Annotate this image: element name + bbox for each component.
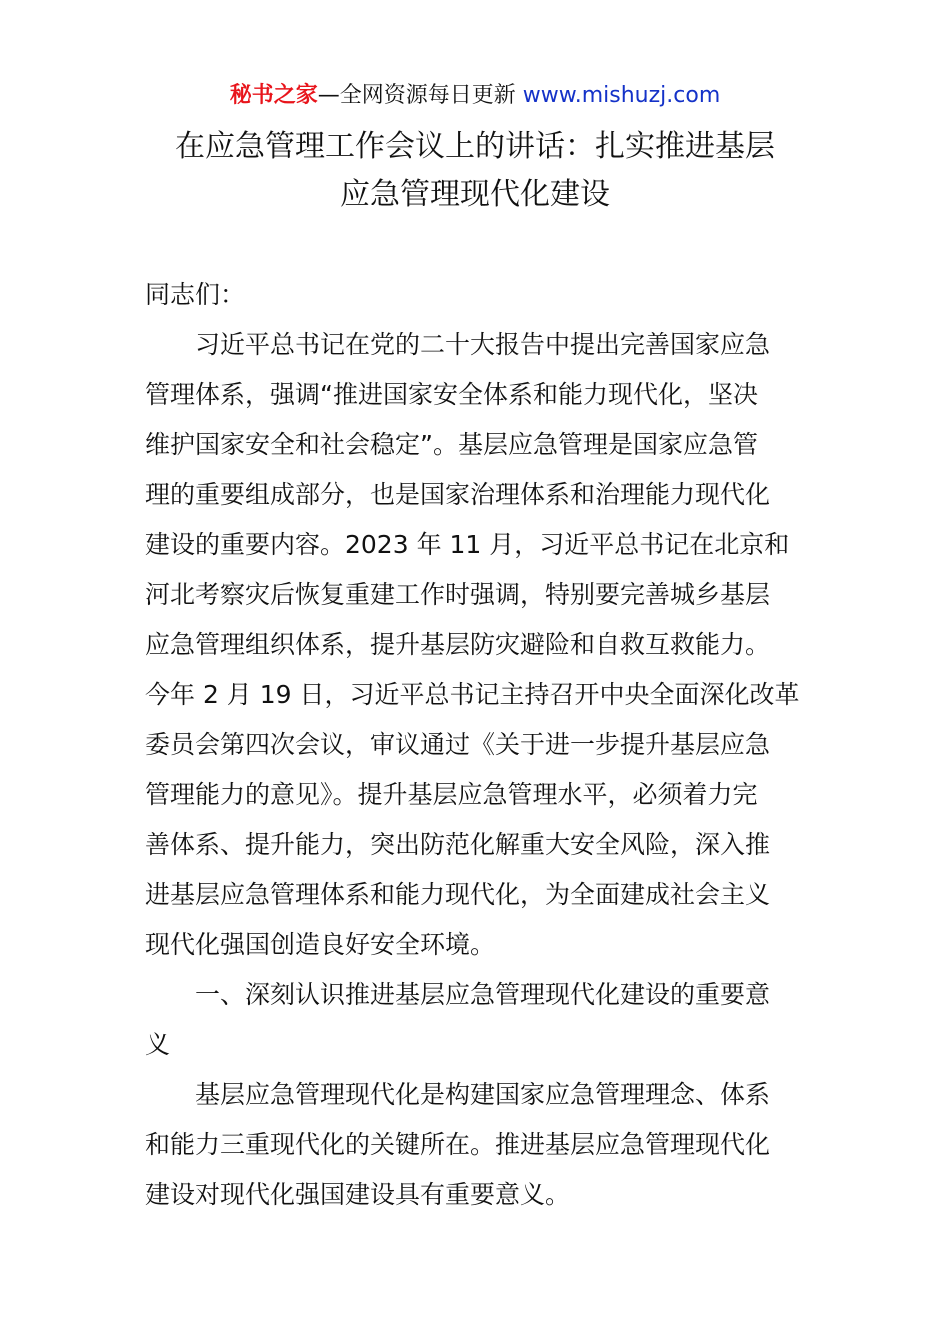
header-tagline: —全网资源每日更新 [317,83,523,108]
document-title-line-1: 在应急管理工作会议上的讲话：扎实推进基层 [175,129,775,164]
text-line: 管理能力的意见》。提升基层应急管理水平，必须着力完 [145,780,758,809]
text-line: 进基层应急管理体系和能力现代化，为全面建成社会主义 [145,880,771,909]
text-line: 现代化强国创造良好安全环境。 [145,930,496,959]
text-line: 管理体系，强调“推进国家安全体系和能力现代化，坚决 [145,380,758,409]
text-line: 习近平总书记在党的二十大报告中提出完善国家应急 [145,330,771,359]
text-line: 善体系、提升能力，突出防范化解重大安全风险，深入推 [145,830,771,859]
text-line: 今年 2 月 19 日，习近平总书记主持召开中央全面深化改革 [145,680,800,709]
text-line: 基层应急管理现代化是构建国家应急管理理念、体系 [145,1080,771,1109]
text-line: 建设的重要内容。2023 年 11 月，习近平总书记在北京和 [145,530,790,559]
text-line: 河北考察灾后恢复重建工作时强调，特别要完善城乡基层 [145,580,771,609]
heading-line: 一、深刻认识推进基层应急管理现代化建设的重要意 [145,980,771,1009]
document-title-line-2: 应急管理现代化建设 [340,177,610,212]
site-header [0,78,950,114]
salutation: 同志们： [145,280,246,309]
brand-name: 秘书之家 [229,83,318,108]
text-line: 应急管理组织体系，提升基层防灾避险和自救互救能力。 [145,630,771,659]
site-url-link[interactable]: www.mishuzj.com [522,83,721,108]
text-line: 维护国家安全和社会稳定”。基层应急管理是国家应急管 [145,430,758,459]
text-line: 建设对现代化强国建设具有重要意义。 [145,1180,571,1209]
text-line: 和能力三重现代化的关键所在。推进基层应急管理现代化 [145,1130,771,1159]
text-line: 委员会第四次会议，审议通过《关于进一步提升基层应急 [145,730,771,759]
text-line: 理的重要组成部分，也是国家治理体系和治理能力现代化 [145,480,771,509]
heading-line: 义 [145,1030,171,1059]
